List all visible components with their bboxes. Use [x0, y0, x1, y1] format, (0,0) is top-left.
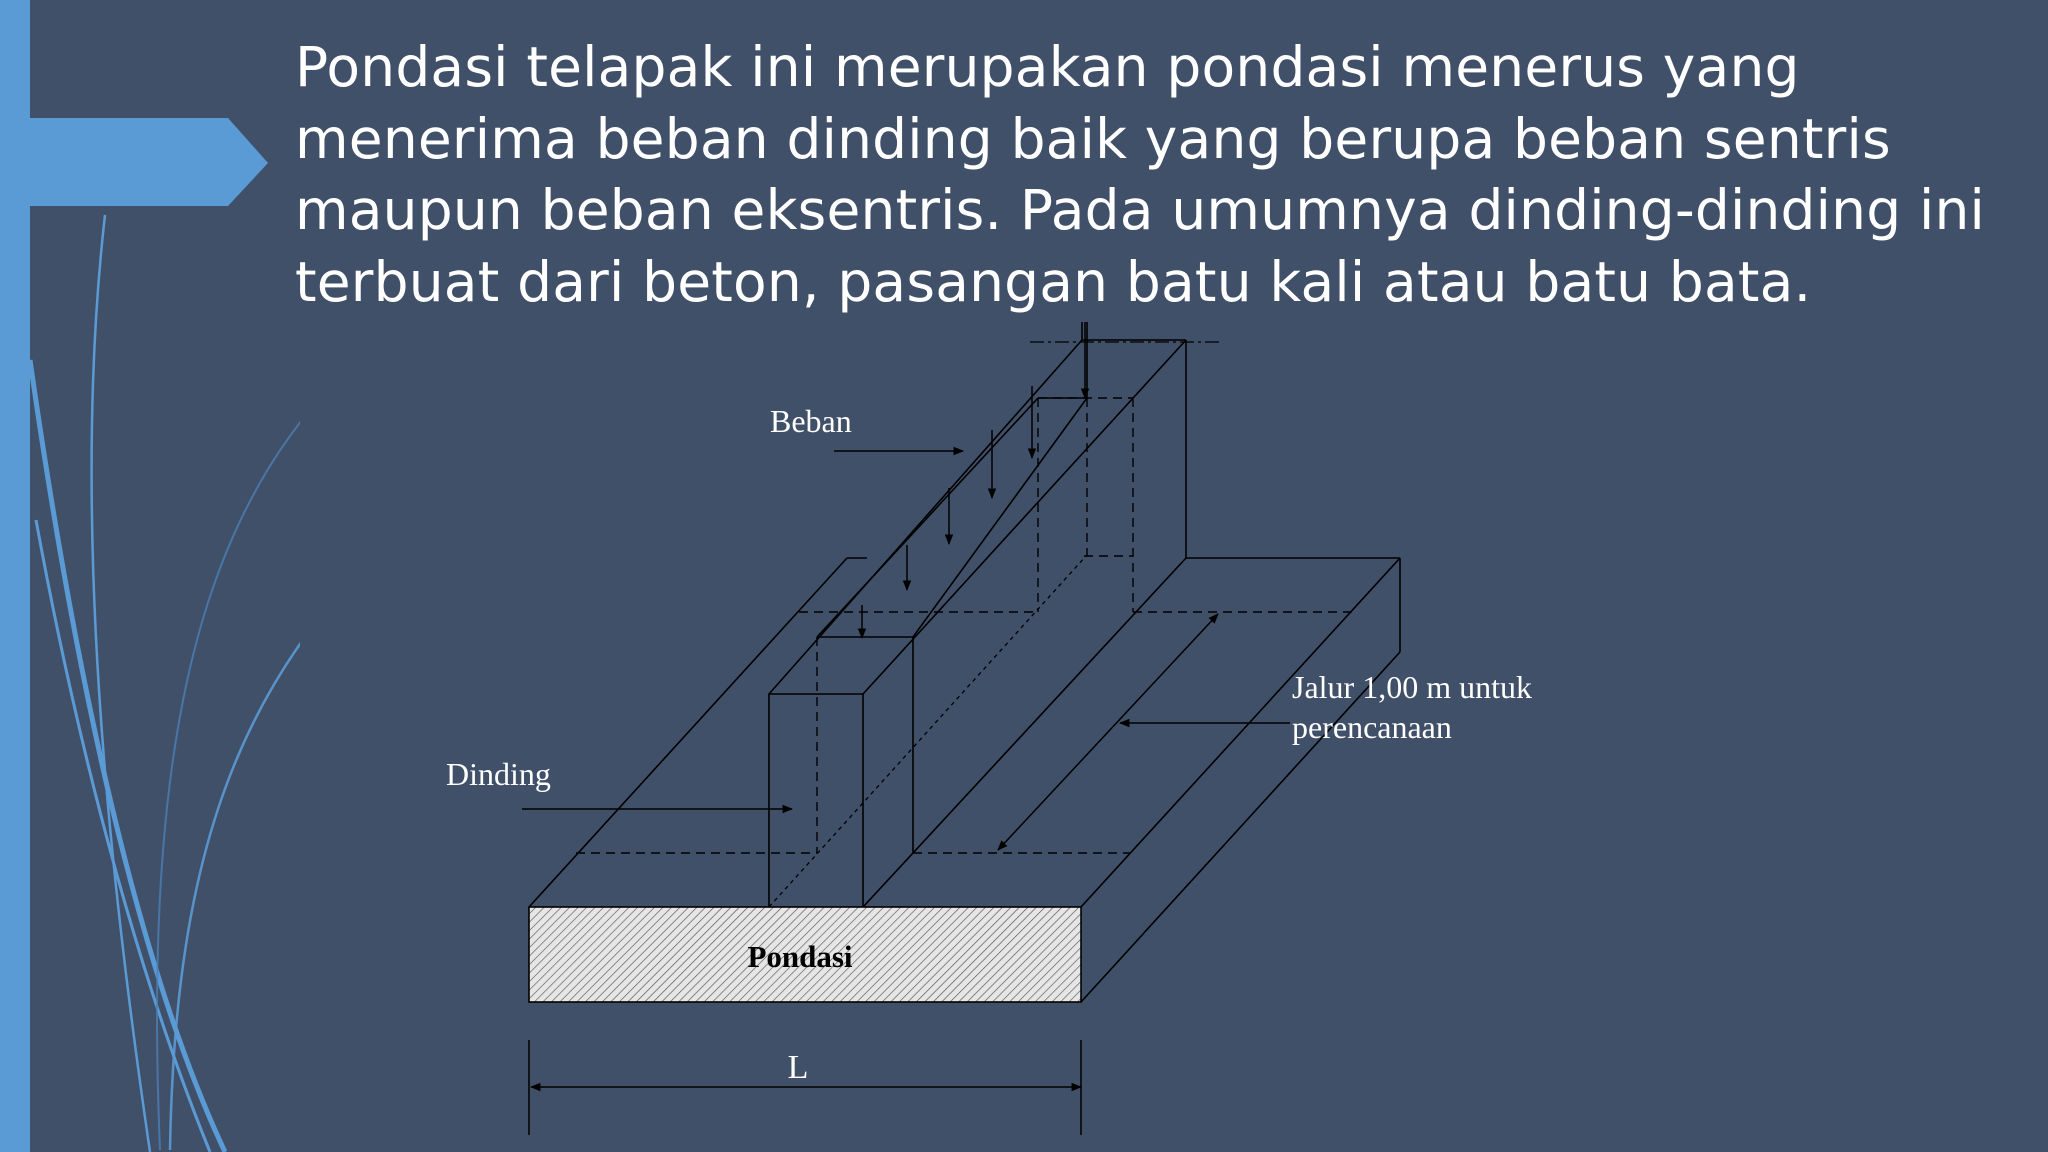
dinding-label: Dinding	[446, 756, 551, 792]
beban-label: Beban	[770, 403, 852, 439]
pondasi-label: Pondasi	[747, 939, 853, 974]
footing-top-left-edge	[529, 558, 847, 907]
wall-top-left-edge	[769, 340, 1082, 694]
jalur-label-line1: Jalur 1,00 m untuk	[1292, 669, 1532, 705]
wall-side-bottom-edge	[863, 558, 1186, 907]
slide-body-text: Pondasi telapak ini merupakan pondasi menerus yang menerima beban dinding baik yang berupa beban sentris maupun beban eksentris. Pada umumnya dinding-dinding ini terbuat dari beton, pasangan batu kali atau batu bata.	[295, 35, 1986, 314]
wall-top-right-edge	[863, 340, 1186, 694]
width-label: L	[787, 1049, 809, 1086]
strip-diagonal-arrow	[998, 614, 1218, 850]
jalur-label-line2: perencanaan	[1292, 709, 1452, 745]
wall-front-face	[769, 694, 863, 907]
